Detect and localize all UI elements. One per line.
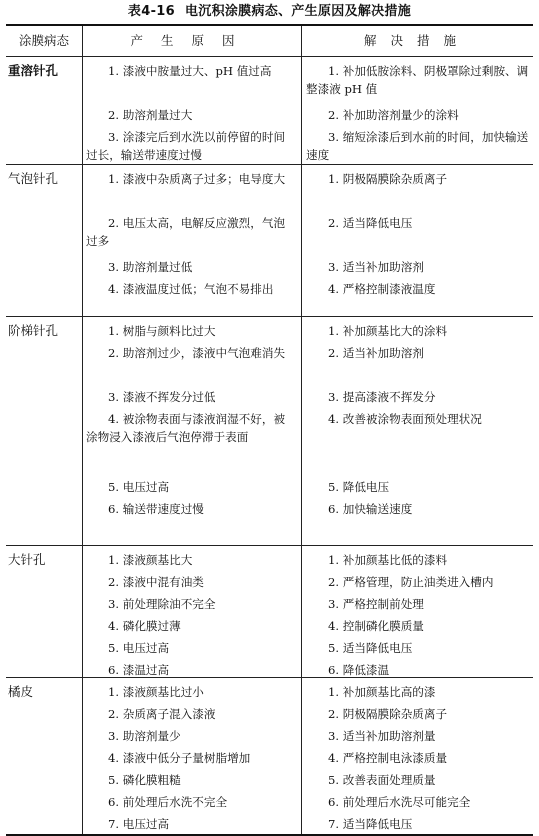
table-number: 表4-16 <box>127 4 175 19</box>
solution-text: 5. 适当降低电压 <box>328 641 413 655</box>
cause-text: 5. 电压过高 <box>108 480 170 494</box>
cause-cell <box>86 322 296 340</box>
solution-cell <box>306 749 530 767</box>
cause-cell <box>86 771 296 789</box>
cause-cell <box>86 639 296 657</box>
column-divider <box>301 26 302 834</box>
solution-text: 4. 控制磷化膜质量 <box>328 619 424 633</box>
solution-cell <box>306 170 530 188</box>
cause-text: 1. 漆液中杂质离子过多；电导度大 <box>108 172 286 186</box>
defect-name: 气泡针孔 <box>8 171 59 186</box>
solution-cell <box>306 388 530 406</box>
cause-cell <box>86 410 296 446</box>
solution-text: 4. 改善被涂物表面预处理状况 <box>328 412 482 426</box>
solution-cell <box>306 573 530 591</box>
cause-text: 2. 助溶剂过少，漆液中气泡难消失 <box>108 346 286 360</box>
column-divider <box>82 26 83 834</box>
cause-cell <box>86 705 296 723</box>
cause-text: 6. 输送带速度过慢 <box>108 502 204 516</box>
solution-text: 2. 补加助溶剂量少的涂料 <box>328 108 459 122</box>
cause-text: 1. 漆液颜基比过小 <box>108 685 204 699</box>
cause-cell <box>86 815 296 833</box>
defect-name: 大针孔 <box>8 552 46 567</box>
solution-cell <box>306 793 530 811</box>
solution-cell <box>306 322 530 340</box>
solution-text: 3. 适当补加助溶剂量 <box>328 729 436 743</box>
cause-cell <box>86 344 296 362</box>
defect-name: 阶梯针孔 <box>8 323 59 338</box>
cause-text: 1. 树脂与颜料比过大 <box>108 324 216 338</box>
solution-cell <box>306 815 530 833</box>
cause-text: 3. 助溶剂量过低 <box>108 260 193 274</box>
solution-cell <box>306 595 530 613</box>
solution-text: 4. 严格控制电泳漆质量 <box>328 751 448 765</box>
solution-cell <box>306 258 530 276</box>
header-rule <box>6 56 533 57</box>
solution-text: 1. 补加低胺涂料、阴极罩除过剩胺、调整漆液 pH 值 <box>306 64 529 96</box>
table-caption: 电沉积涂膜病态、产生原因及解决措施 <box>184 4 412 19</box>
solution-text: 3. 严格控制前处理 <box>328 597 424 611</box>
solution-cell <box>306 617 530 635</box>
cause-text: 4. 漆液温度过低；气泡不易排出 <box>108 282 274 296</box>
cause-cell <box>86 62 296 80</box>
cause-text: 7. 电压过高 <box>108 817 170 831</box>
solution-cell <box>306 551 530 569</box>
cause-cell <box>86 106 296 124</box>
solution-cell <box>306 280 530 298</box>
solution-text: 5. 改善表面处理质量 <box>328 773 436 787</box>
solution-cell <box>306 410 530 428</box>
cause-cell <box>86 258 296 276</box>
cause-text: 1. 漆液中胺量过大、pH 值过高 <box>108 64 272 78</box>
cause-cell <box>86 595 296 613</box>
solution-cell <box>306 214 530 232</box>
cause-text: 2. 电压太高，电解反应激烈，气泡过多 <box>86 216 286 248</box>
cause-cell <box>86 500 296 518</box>
cause-text: 3. 漆液不挥发分过低 <box>108 390 216 404</box>
solution-text: 1. 补加颜基比低的漆料 <box>328 553 448 567</box>
cause-text: 6. 前处理后水洗不完全 <box>108 795 228 809</box>
defect-name: 橘皮 <box>8 684 34 699</box>
cause-cell <box>86 280 296 298</box>
group-rule <box>6 545 533 546</box>
cause-cell <box>86 128 296 164</box>
solution-text: 3. 提高漆液不挥发分 <box>328 390 436 404</box>
group-rule <box>6 316 533 317</box>
cause-text: 2. 助溶剂量过大 <box>108 108 193 122</box>
cause-cell <box>86 793 296 811</box>
cause-cell <box>86 617 296 635</box>
header-cause: 产生原因 <box>130 33 253 48</box>
cause-text: 4. 磷化膜过薄 <box>108 619 181 633</box>
solution-cell <box>306 478 530 496</box>
cause-cell <box>86 683 296 701</box>
cause-cell <box>86 478 296 496</box>
solution-text: 7. 适当降低电压 <box>328 817 413 831</box>
solution-cell <box>306 727 530 745</box>
group-rule <box>6 164 533 165</box>
solution-cell <box>306 639 530 657</box>
cause-text: 5. 电压过高 <box>108 641 170 655</box>
defect-name: 重溶针孔 <box>8 63 59 78</box>
solution-text: 3. 缩短涂漆后到水前的时间，加快输送速度 <box>306 130 529 162</box>
solution-text: 2. 阴极隔膜除杂质离子 <box>328 707 448 721</box>
solution-text: 6. 降低漆温 <box>328 663 390 677</box>
solution-text: 1. 补加颜基比高的漆 <box>328 685 436 699</box>
cause-text: 3. 前处理除油不完全 <box>108 597 216 611</box>
cause-cell <box>86 749 296 767</box>
cause-text: 3. 涂漆完后到水洗以前停留的时间过长，输送带速度过慢 <box>86 130 286 162</box>
solution-cell <box>306 106 530 124</box>
cause-text: 3. 助溶剂量少 <box>108 729 181 743</box>
cause-cell <box>86 573 296 591</box>
solution-cell <box>306 705 530 723</box>
solution-cell <box>306 344 530 362</box>
solution-cell <box>306 128 530 164</box>
cause-text: 4. 被涂物表面与漆液润湿不好，被涂物浸入漆液后气泡停滞于表面 <box>86 412 286 444</box>
cause-text: 1. 漆液颜基比大 <box>108 553 193 567</box>
cause-cell <box>86 214 296 250</box>
solution-text: 1. 补加颜基比大的涂料 <box>328 324 448 338</box>
solution-cell <box>306 683 530 701</box>
header-solution: 解决措施 <box>363 33 470 48</box>
solution-text: 3. 适当补加助溶剂 <box>328 260 424 274</box>
cause-text: 4. 漆液中低分子量树脂增加 <box>108 751 251 765</box>
solution-text: 6. 前处理后水洗尽可能完全 <box>328 795 471 809</box>
group-rule <box>6 677 533 678</box>
solution-text: 1. 阴极隔膜除杂质离子 <box>328 172 448 186</box>
solution-text: 4. 严格控制漆液温度 <box>328 282 436 296</box>
cause-cell <box>86 388 296 406</box>
solution-text: 5. 降低电压 <box>328 480 390 494</box>
cause-cell <box>86 170 296 188</box>
solution-cell <box>306 62 530 98</box>
solution-text: 2. 严格管理，防止油类进入槽内 <box>328 575 494 589</box>
solution-text: 2. 适当降低电压 <box>328 216 413 230</box>
header-defect: 涂膜病态 <box>18 33 69 48</box>
solution-cell <box>306 771 530 789</box>
table-title <box>0 2 539 22</box>
defect-table <box>6 24 533 836</box>
cause-text: 2. 杂质离子混入漆液 <box>108 707 216 721</box>
cause-text: 5. 磷化膜粗糙 <box>108 773 181 787</box>
cause-cell <box>86 727 296 745</box>
cause-cell <box>86 551 296 569</box>
solution-text: 6. 加快输送速度 <box>328 502 413 516</box>
solution-text: 2. 适当补加助溶剂 <box>328 346 424 360</box>
solution-cell <box>306 500 530 518</box>
cause-text: 2. 漆液中混有油类 <box>108 575 204 589</box>
cause-text: 6. 漆温过高 <box>108 663 170 677</box>
